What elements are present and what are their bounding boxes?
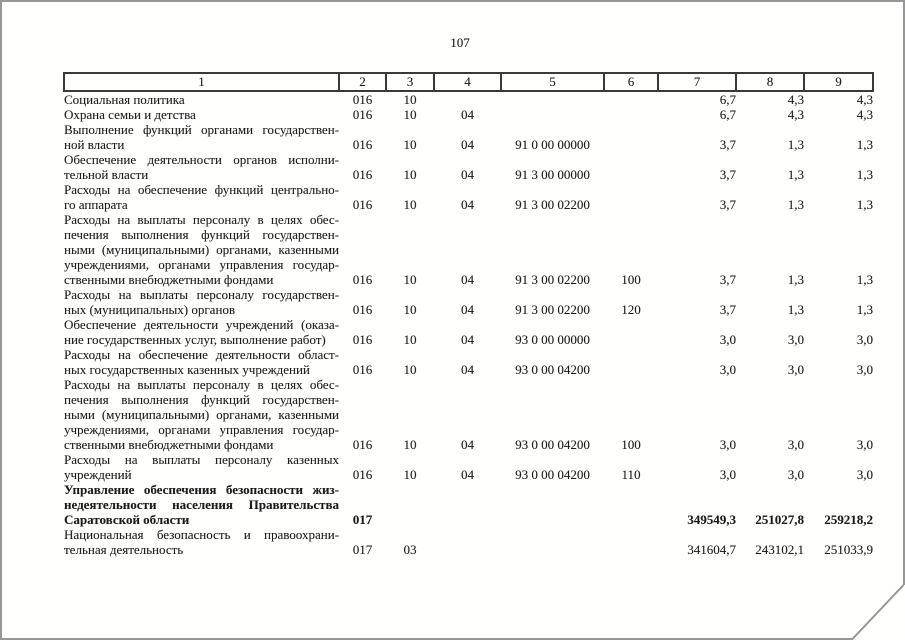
cell-col9: 3,0 xyxy=(856,437,873,452)
cell-col5: 93 0 00 04200 xyxy=(515,362,590,377)
cell-col2: 016 xyxy=(352,362,373,377)
row-label: Обеспечение деятельности органов исполни- тельной власти xyxy=(64,152,339,182)
cell-col8: 3,0 xyxy=(787,437,804,452)
cell-col9: 4,3 xyxy=(856,92,873,107)
cell-col8: 3,0 xyxy=(787,467,804,482)
cell-col7: 341604,7 xyxy=(687,542,736,557)
cell-col4 xyxy=(434,482,501,527)
cell-col9: 1,3 xyxy=(856,272,873,287)
cell-col9: 1,3 xyxy=(856,137,873,152)
cell-col2: 016 xyxy=(352,437,373,452)
cell-col2: 017 xyxy=(352,512,373,527)
table-body xyxy=(64,91,873,557)
table-row xyxy=(64,212,873,287)
cell-col3: 03 xyxy=(403,542,417,557)
row-label: Расходы на выплаты персоналу государствен- ных (муниципальных) органов xyxy=(64,287,339,317)
cell-col4: 04 xyxy=(461,272,474,287)
table-row xyxy=(64,91,873,107)
row-label: Национальная безопасность и правоохрани- тельная деятельность xyxy=(64,527,339,557)
cell-col5 xyxy=(501,527,604,557)
page-border-corner-cut xyxy=(852,584,904,639)
cell-col3: 10 xyxy=(403,92,417,107)
cell-col8: 1,3 xyxy=(787,137,804,152)
cell-col7: 349549,3 xyxy=(687,512,736,527)
cell-col5: 91 3 00 02200 xyxy=(515,272,590,287)
cell-col9: 1,3 xyxy=(856,197,873,212)
cell-col4: 04 xyxy=(461,332,474,347)
cell-col5: 91 3 00 02200 xyxy=(515,302,590,317)
cell-col6 xyxy=(604,347,658,377)
table-row xyxy=(64,452,873,482)
cell-col4: 04 xyxy=(461,197,474,212)
cell-col7: 6,7 xyxy=(719,107,736,122)
cell-col5: 91 3 00 00000 xyxy=(515,167,590,182)
cell-col8: 1,3 xyxy=(787,272,804,287)
cell-col8: 1,3 xyxy=(787,167,804,182)
table-row xyxy=(64,182,873,212)
table-row xyxy=(64,377,873,452)
cell-col2: 016 xyxy=(352,92,373,107)
cell-col2: 016 xyxy=(352,272,373,287)
header-row xyxy=(64,73,873,91)
column-header-9: 9 xyxy=(804,73,873,91)
cell-col8: 3,0 xyxy=(787,332,804,347)
column-header-3: 3 xyxy=(386,73,434,91)
table-row xyxy=(64,287,873,317)
column-header-5: 5 xyxy=(501,73,604,91)
cell-col2: 016 xyxy=(352,302,373,317)
cell-col9: 4,3 xyxy=(856,107,873,122)
cell-col2: 016 xyxy=(352,137,373,152)
cell-col9: 251033,9 xyxy=(824,542,873,557)
cell-col3: 10 xyxy=(403,332,417,347)
cell-col3: 10 xyxy=(403,302,417,317)
column-header-4: 4 xyxy=(434,73,501,91)
cell-col7: 3,0 xyxy=(719,437,736,452)
cell-col8: 3,0 xyxy=(787,362,804,377)
cell-col7: 3,7 xyxy=(719,167,736,182)
cell-col9: 259218,2 xyxy=(824,512,873,527)
cell-col6 xyxy=(604,482,658,527)
row-label: Расходы на обеспечение функций центрально- го аппарата xyxy=(64,182,339,212)
table-row xyxy=(64,482,873,527)
table-row xyxy=(64,107,873,122)
row-label: Расходы на выплаты персоналу казенных учреждений xyxy=(64,452,339,482)
cell-col2: 017 xyxy=(352,542,373,557)
cell-col4 xyxy=(434,527,501,557)
cell-col7: 3,7 xyxy=(719,197,736,212)
table-row xyxy=(64,122,873,152)
cell-col7: 3,7 xyxy=(719,137,736,152)
cell-col7: 3,7 xyxy=(719,272,736,287)
row-label: Обеспечение деятельности учреждений (оказа- ние государственных услуг, выполнение работ) xyxy=(64,317,339,347)
cell-col2: 016 xyxy=(352,167,373,182)
column-header-2: 2 xyxy=(339,73,386,91)
cell-col6 xyxy=(604,182,658,212)
cell-col4 xyxy=(434,91,501,107)
page-border-top xyxy=(0,0,905,2)
column-header-8: 8 xyxy=(736,73,804,91)
cell-col3: 10 xyxy=(403,167,417,182)
cell-col4: 04 xyxy=(461,302,474,317)
cell-col4: 04 xyxy=(461,362,474,377)
cell-col3: 10 xyxy=(403,137,417,152)
cell-col4: 04 xyxy=(461,107,474,122)
cell-col5 xyxy=(501,107,604,122)
cell-col7: 3,0 xyxy=(719,467,736,482)
row-label: Социальная политика xyxy=(64,92,185,107)
row-label: Охрана семьи и детства xyxy=(64,107,196,122)
cell-col6 xyxy=(604,152,658,182)
cell-col6: 120 xyxy=(621,302,641,317)
cell-col6: 100 xyxy=(621,437,641,452)
page-border-left xyxy=(0,0,2,640)
table-row xyxy=(64,527,873,557)
row-label: Выполнение функций органами государствен- ной власти xyxy=(64,122,339,152)
cell-col5 xyxy=(501,482,604,527)
table-row xyxy=(64,152,873,182)
cell-col7: 3,7 xyxy=(719,302,736,317)
cell-col5: 93 0 00 04200 xyxy=(515,467,590,482)
table-row xyxy=(64,317,873,347)
cell-col3: 10 xyxy=(403,107,417,122)
row-label: Расходы на выплаты персоналу в целях обес- печения выполнения функций государствен- ными (муниципальными) органами, казенными учреждениями, органами управления государ- ственными внебюджетными фондами xyxy=(64,377,339,452)
row-label: Расходы на выплаты персоналу в целях обес- печения выполнения функций государствен- ными (муниципальными) органами, казенными учреждениями, органами управления государ- ственными внебюджетными фондами xyxy=(64,212,339,287)
cell-col9: 3,0 xyxy=(856,362,873,377)
budget-table xyxy=(63,72,874,557)
cell-col5: 93 0 00 00000 xyxy=(515,332,590,347)
cell-col6 xyxy=(604,91,658,107)
column-header-7: 7 xyxy=(658,73,736,91)
cell-col8: 243102,1 xyxy=(755,542,804,557)
cell-col2: 016 xyxy=(352,107,373,122)
cell-col8: 251027,8 xyxy=(755,512,804,527)
cell-col2: 016 xyxy=(352,467,373,482)
cell-col5: 91 3 00 02200 xyxy=(515,197,590,212)
cell-col2: 016 xyxy=(352,197,373,212)
cell-col3: 10 xyxy=(403,197,417,212)
cell-col9: 1,3 xyxy=(856,302,873,317)
cell-col4: 04 xyxy=(461,167,474,182)
cell-col6 xyxy=(604,107,658,122)
cell-col9: 3,0 xyxy=(856,332,873,347)
cell-col3: 10 xyxy=(403,362,417,377)
cell-col8: 4,3 xyxy=(787,92,804,107)
column-header-1: 1 xyxy=(64,73,339,91)
cell-col6: 110 xyxy=(621,467,641,482)
cell-col2: 016 xyxy=(352,332,373,347)
cell-col9: 3,0 xyxy=(856,467,873,482)
cell-col8: 1,3 xyxy=(787,302,804,317)
cell-col6 xyxy=(604,122,658,152)
column-header-6: 6 xyxy=(604,73,658,91)
cell-col8: 1,3 xyxy=(787,197,804,212)
cell-col3: 10 xyxy=(403,272,417,287)
cell-col6: 100 xyxy=(621,272,641,287)
table-row xyxy=(64,347,873,377)
row-label: Расходы на обеспечение деятельности област- ных государственных казенных учреждений xyxy=(64,347,339,377)
cell-col7: 6,7 xyxy=(719,92,736,107)
cell-col4: 04 xyxy=(461,437,474,452)
cell-col5 xyxy=(501,91,604,107)
table-header xyxy=(64,73,873,91)
cell-col3: 10 xyxy=(403,437,417,452)
cell-col5: 91 0 00 00000 xyxy=(515,137,590,152)
cell-col6 xyxy=(604,527,658,557)
cell-col7: 3,0 xyxy=(719,332,736,347)
cell-col3 xyxy=(386,482,434,527)
cell-col3: 10 xyxy=(403,467,417,482)
row-label: Управление обеспечения безопасности жиз- недеятельности населения Правительства Саратовской области xyxy=(64,482,339,527)
cell-col8: 4,3 xyxy=(787,107,804,122)
cell-col9: 1,3 xyxy=(856,167,873,182)
page-number: 107 xyxy=(450,35,470,50)
cell-col5: 93 0 00 04200 xyxy=(515,437,590,452)
cell-col7: 3,0 xyxy=(719,362,736,377)
cell-col6 xyxy=(604,317,658,347)
cell-col4: 04 xyxy=(461,137,474,152)
cell-col4: 04 xyxy=(461,467,474,482)
